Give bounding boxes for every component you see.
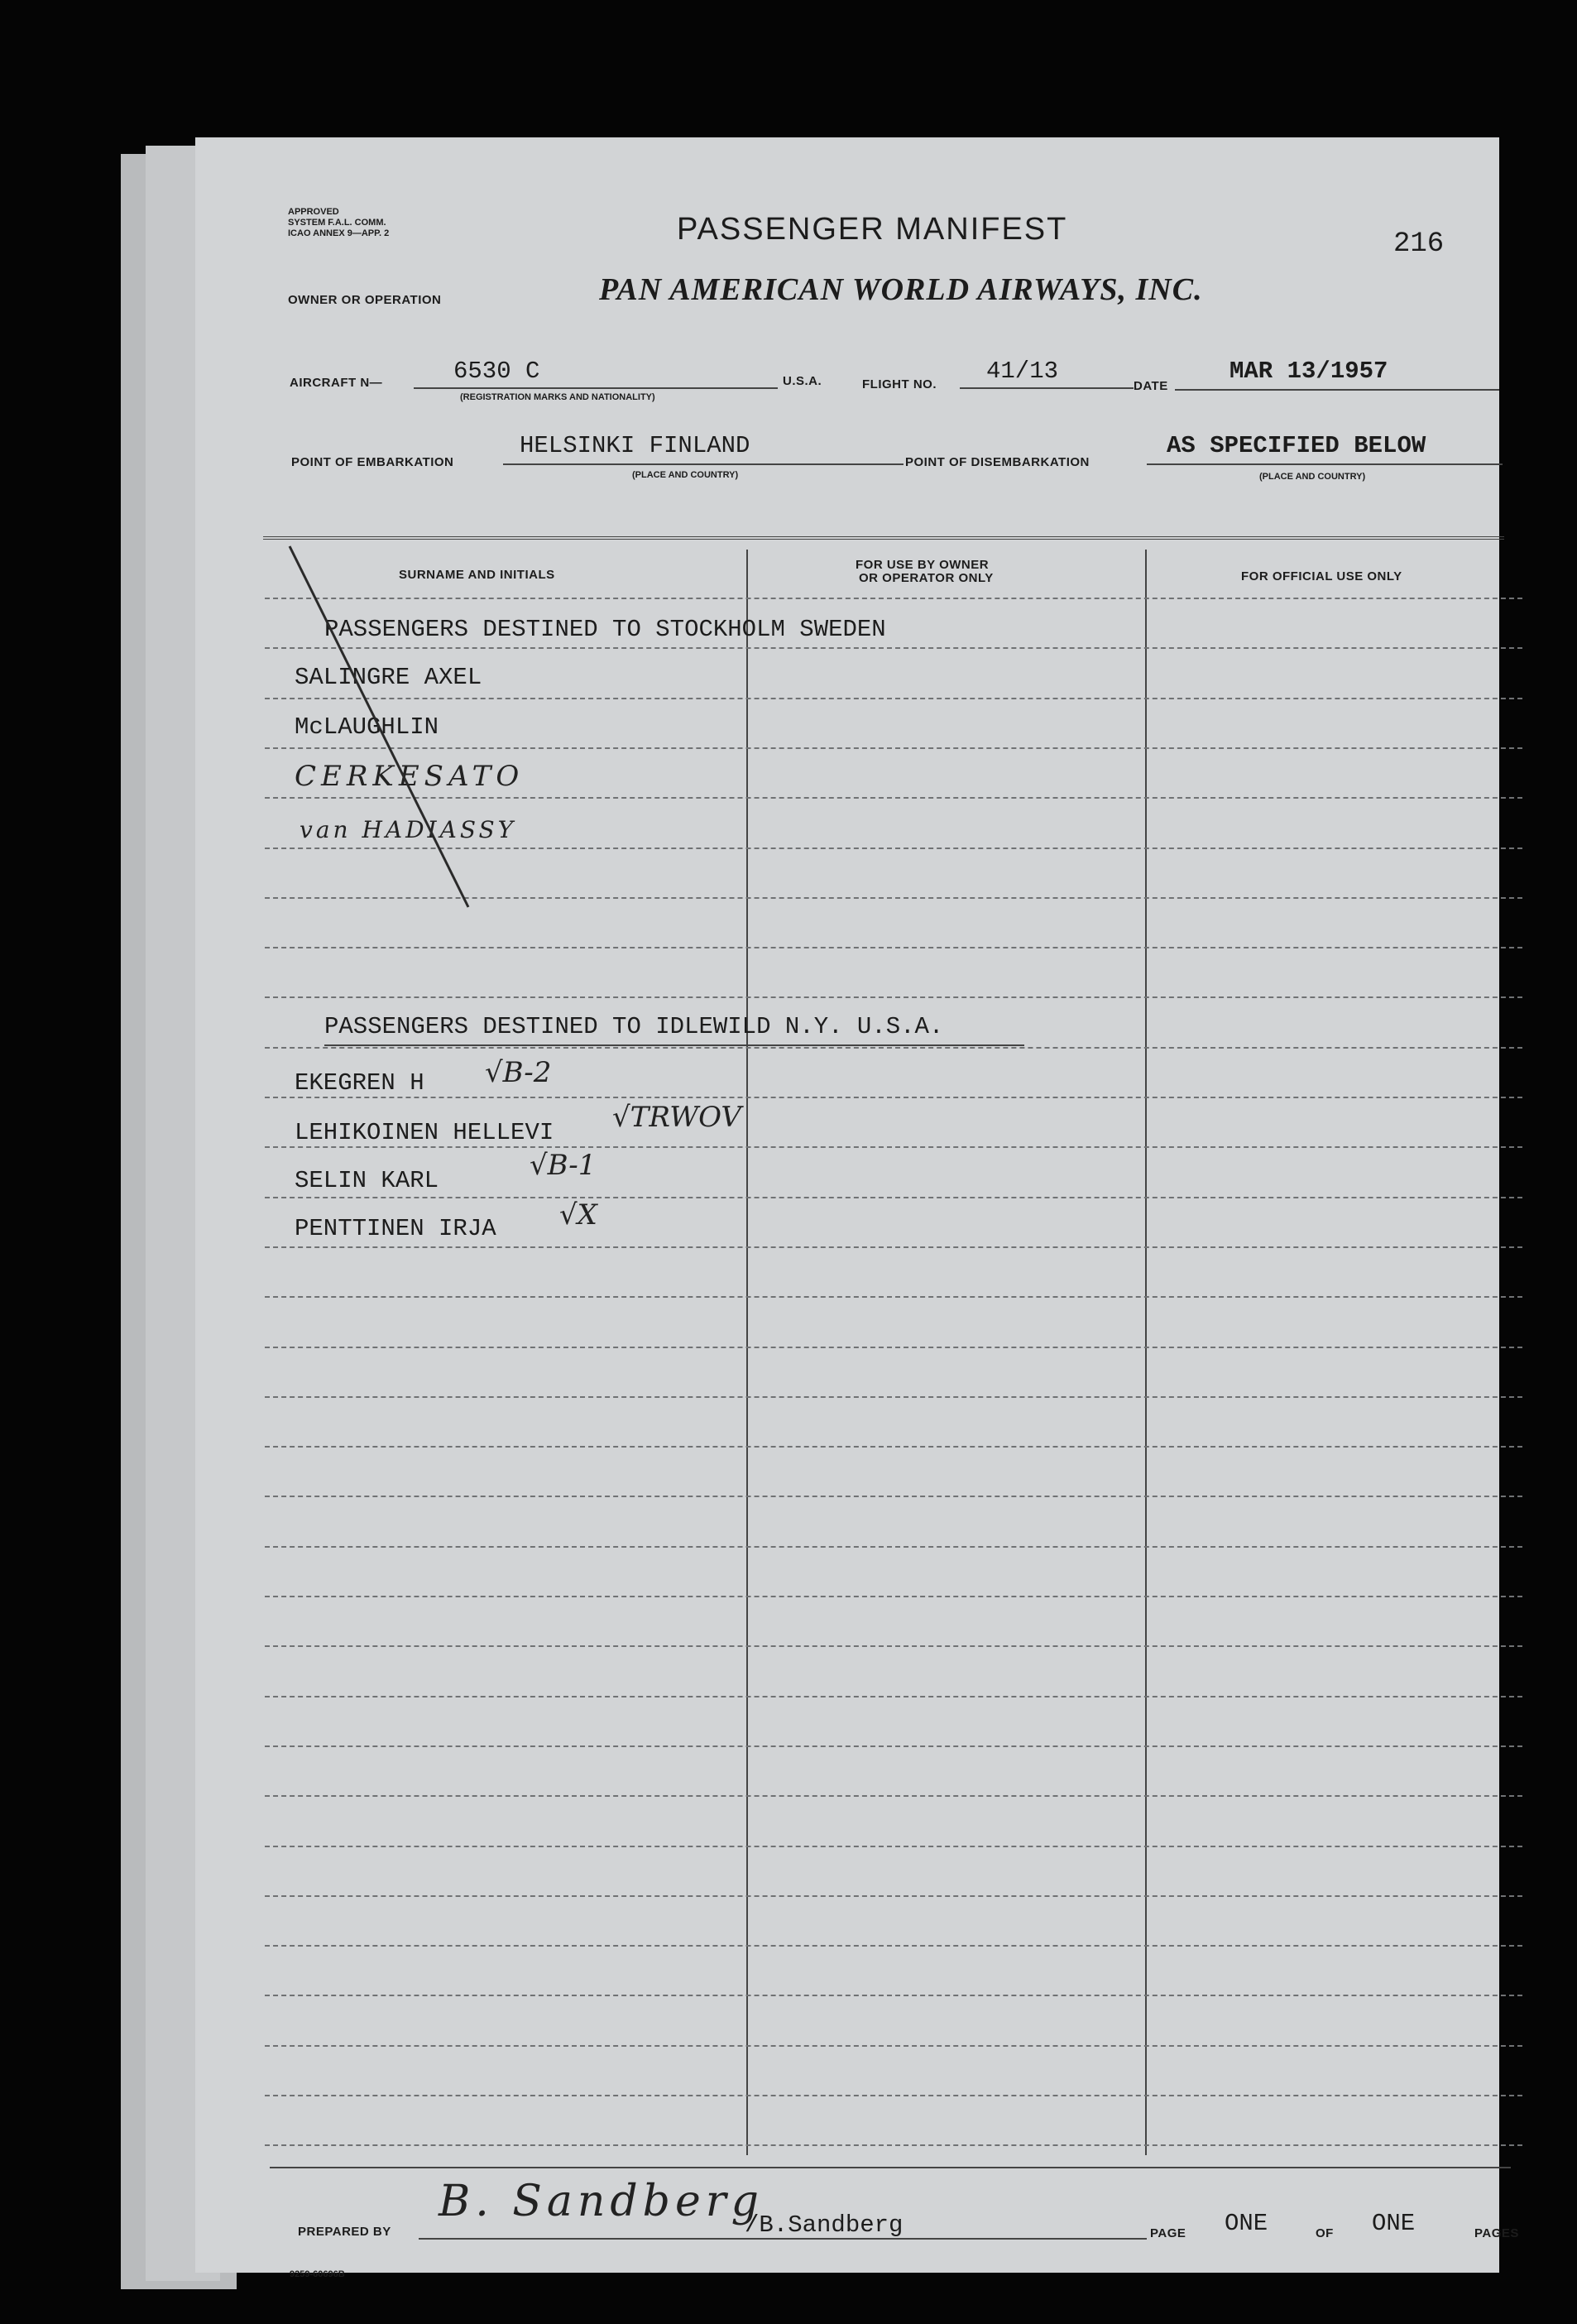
embarkation-caption: (PLACE AND COUNTRY)	[632, 470, 739, 480]
date-value: MAR 13/1957	[1229, 358, 1388, 385]
column-header-owner-2: OR OPERATOR ONLY	[859, 571, 994, 585]
aircraft-label: AIRCRAFT N—	[290, 376, 383, 390]
prepared-signature: B. Sandberg	[439, 2177, 764, 2226]
passenger-name: McLAUGHLIN	[295, 713, 439, 741]
section-heading-idlewild: PASSENGERS DESTINED TO IDLEWILD N.Y. U.S.A.	[324, 1013, 944, 1040]
page-current: ONE	[1225, 2210, 1268, 2237]
date-label: DATE	[1134, 379, 1168, 393]
registration-caption: (REGISTRATION MARKS AND NATIONALITY)	[460, 392, 655, 402]
passenger-name: EKEGREN H	[295, 1069, 424, 1097]
page-title: PASSENGER MANIFEST	[677, 212, 1068, 247]
of-label: OF	[1316, 2226, 1334, 2240]
column-header-official: FOR OFFICIAL USE ONLY	[1241, 569, 1402, 583]
passenger-mark: √TRWOV	[612, 1101, 741, 1134]
passenger-name: SELIN KARL	[295, 1167, 439, 1194]
embarkation-value: HELSINKI FINLAND	[520, 432, 750, 459]
strikethrough-line	[290, 546, 468, 907]
embarkation-label: POINT OF EMBARKATION	[291, 455, 454, 469]
section-heading-stockholm: PASSENGERS DESTINED TO STOCKHOLM SWEDEN	[324, 616, 886, 643]
disembarkation-caption: (PLACE AND COUNTRY)	[1259, 472, 1366, 482]
column-header-surname: SURNAME AND INITIALS	[399, 568, 555, 582]
approval-stamp: APPROVED SYSTEM F.A.L. COMM. ICAO ANNEX 9—APP. 2	[288, 207, 390, 238]
passenger-name-handwritten: CERKESATO	[295, 760, 525, 793]
prepared-label: PREPARED BY	[298, 2225, 391, 2239]
passenger-name-handwritten: van HADIASSY	[300, 816, 517, 843]
disembarkation-label: POINT OF DISEMBARKATION	[905, 455, 1090, 469]
usa-label: U.S.A.	[783, 374, 822, 388]
operator-name: PAN AMERICAN WORLD AIRWAYS, INC.	[599, 272, 1203, 307]
page-number: 216	[1393, 228, 1445, 260]
page-label: PAGE	[1150, 2226, 1186, 2240]
operator-label: OWNER OR OPERATION	[288, 293, 442, 307]
aircraft-value: 6530 C	[453, 358, 540, 385]
passenger-mark: √B-2	[485, 1056, 552, 1089]
column-header-owner-1: FOR USE BY OWNER	[856, 558, 990, 572]
page-total: ONE	[1372, 2210, 1416, 2237]
pages-label: PAGES	[1474, 2226, 1519, 2240]
flight-value: 41/13	[986, 358, 1059, 385]
passenger-mark: √X	[559, 1198, 597, 1232]
form-number: 9259-60696B	[290, 2269, 345, 2279]
passenger-name: PENTTINEN IRJA	[295, 1215, 496, 1242]
passenger-mark: √B-1	[530, 1149, 597, 1182]
passenger-name: SALINGRE AXEL	[295, 664, 482, 691]
flight-label: FLIGHT NO.	[862, 377, 937, 391]
prepared-by-name: /B.Sandberg	[745, 2211, 904, 2239]
passenger-name: LEHIKOINEN HELLEVI	[295, 1119, 554, 1146]
disembarkation-value: AS SPECIFIED BELOW	[1167, 432, 1426, 459]
